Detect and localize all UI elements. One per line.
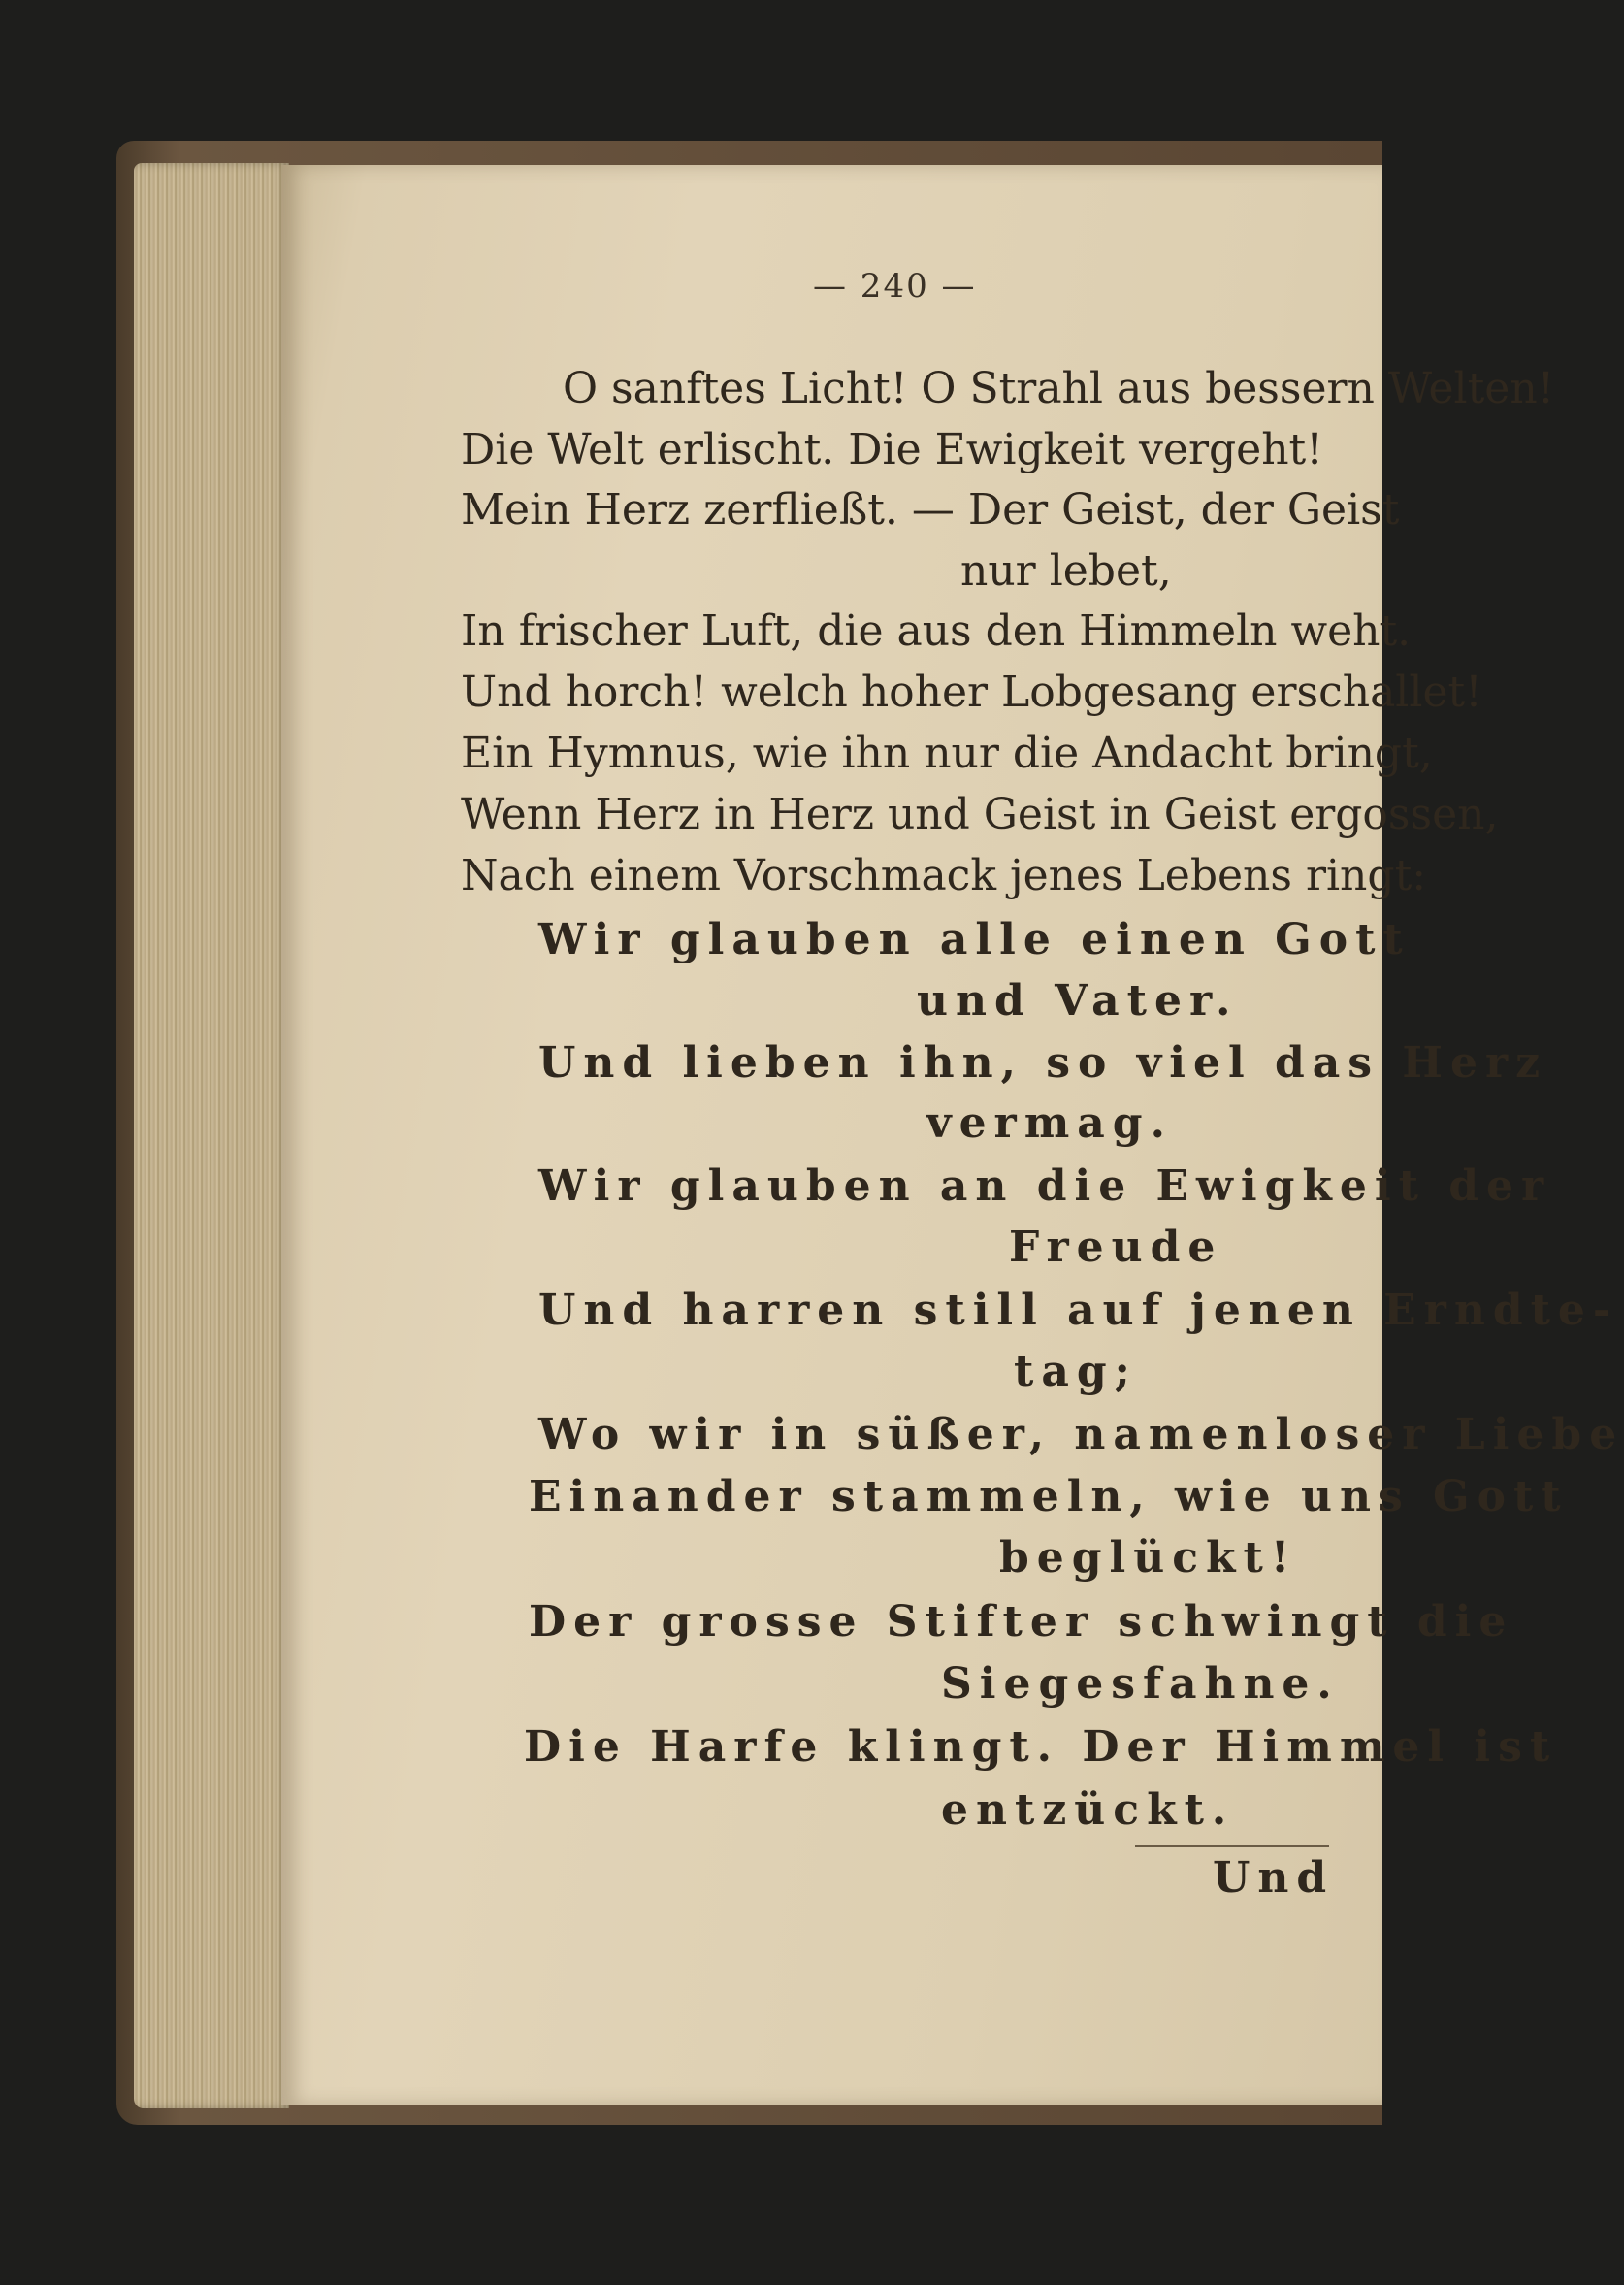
page-edges — [134, 163, 289, 2108]
text-line: tag; — [1014, 1347, 1138, 1396]
text-line: entzückt. — [941, 1785, 1235, 1835]
text-line: Und lieben ihn, so viel das Herz — [538, 1038, 1548, 1088]
text-line: Ein Hymnus, wie ihn nur die Andacht bringt, — [461, 729, 1433, 778]
text-line: Die Harfe klingt. Der Himmel ist — [524, 1722, 1558, 1772]
text-line: nur lebet, — [960, 546, 1172, 596]
text-line: Wir glauben alle einen Gott — [538, 915, 1411, 964]
text-line: Siegesfahne. — [941, 1659, 1340, 1709]
text-line: Und harren still auf jenen Erndte- — [538, 1286, 1619, 1335]
text-line: Freude — [1009, 1223, 1223, 1272]
text-line: In frischer Luft, die aus den Himmeln weht. — [461, 606, 1412, 656]
book-page — [281, 165, 1624, 2105]
text-line: Und horch! welch hoher Lobgesang erschallet! — [461, 668, 1482, 717]
page-number: — 240 — — [813, 267, 977, 306]
text-line: Die Welt erlischt. Die Ewigkeit vergeht! — [461, 425, 1323, 474]
text-line: Nach einem Vorschmack jenes Lebens ringt: — [461, 851, 1427, 900]
text-line: Mein Herz zerfließt. — Der Geist, der Geist — [461, 485, 1400, 535]
text-line: O sanftes Licht! O Strahl aus bessern Welten! — [563, 364, 1555, 413]
text-line: Wir glauben an die Ewigkeit der — [538, 1161, 1552, 1211]
text-line: und Vater. — [917, 976, 1239, 1026]
text-line: Der grosse Stifter schwingt die — [529, 1597, 1514, 1647]
text-line: vermag. — [926, 1098, 1173, 1148]
text-line: Einander stammeln, wie uns Gott — [529, 1472, 1569, 1521]
catchword-rule — [1135, 1845, 1329, 1847]
text-line: Wo wir in süßer, namenloser Liebe — [538, 1410, 1624, 1459]
text-line: Wenn Herz in Herz und Geist in Geist ergossen, — [461, 790, 1499, 839]
text-line: beglückt! — [999, 1533, 1298, 1583]
catchword: Und — [1213, 1853, 1335, 1903]
